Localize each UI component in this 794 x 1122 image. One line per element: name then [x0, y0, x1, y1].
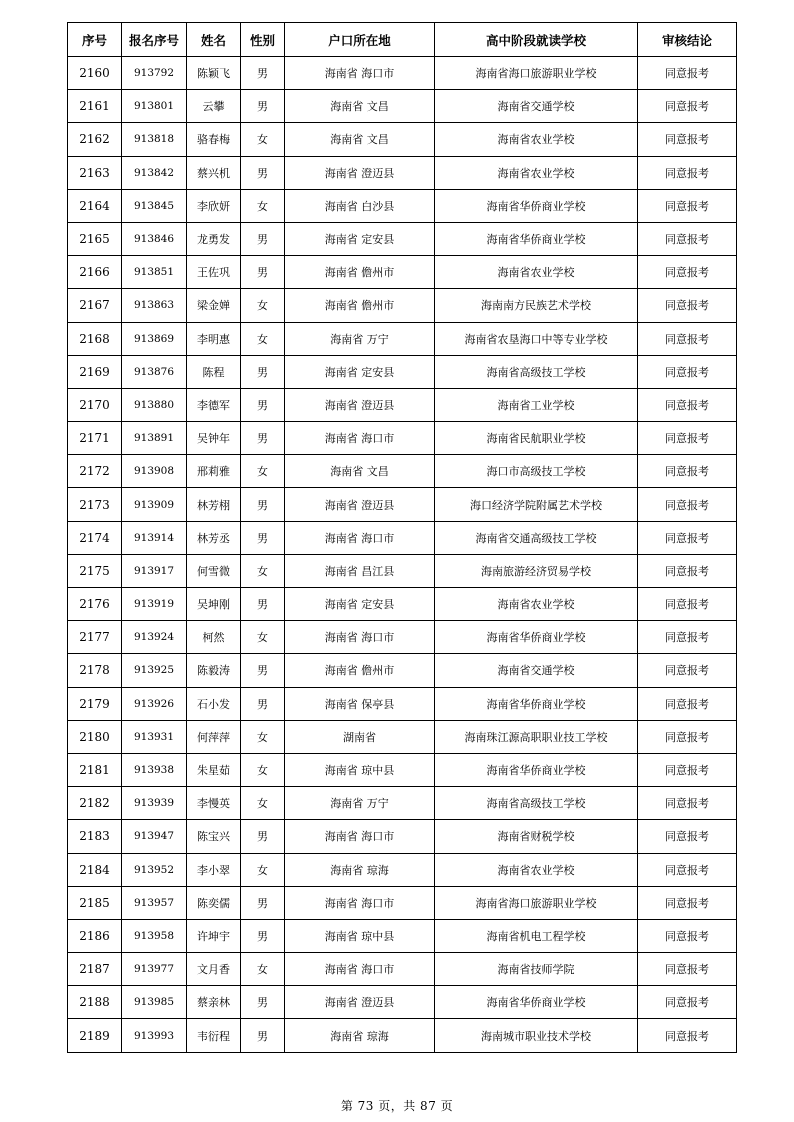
name-cell: 何雪微 — [187, 554, 241, 587]
gender-cell: 男 — [241, 422, 285, 455]
seq-cell: 2184 — [68, 853, 122, 886]
name-cell: 梁金婵 — [187, 289, 241, 322]
seq-cell: 2160 — [68, 57, 122, 90]
school-cell: 海南省农业学校 — [435, 853, 638, 886]
name-cell: 陈宝兴 — [187, 820, 241, 853]
hukou-cell: 海南省 海口市 — [285, 820, 435, 853]
school-cell: 海南省机电工程学校 — [435, 919, 638, 952]
gender-cell: 女 — [241, 753, 285, 786]
gender-cell: 女 — [241, 621, 285, 654]
result-cell: 同意报考 — [638, 621, 737, 654]
school-cell: 海南省民航职业学校 — [435, 422, 638, 455]
reg-no-cell: 913863 — [122, 289, 187, 322]
result-cell: 同意报考 — [638, 886, 737, 919]
hukou-cell: 海南省 文昌 — [285, 455, 435, 488]
seq-cell: 2175 — [68, 554, 122, 587]
hukou-cell: 海南省 海口市 — [285, 621, 435, 654]
name-cell: 柯然 — [187, 621, 241, 654]
hukou-cell: 海南省 海口市 — [285, 886, 435, 919]
name-cell: 陈颖飞 — [187, 57, 241, 90]
hukou-cell: 海南省 儋州市 — [285, 289, 435, 322]
result-cell: 同意报考 — [638, 853, 737, 886]
name-cell: 陈奕儒 — [187, 886, 241, 919]
school-cell: 海南省华侨商业学校 — [435, 986, 638, 1019]
hukou-cell: 海南省 儋州市 — [285, 256, 435, 289]
result-cell: 同意报考 — [638, 588, 737, 621]
hukou-cell: 海南省 澄迈县 — [285, 388, 435, 421]
school-cell: 海南省华侨商业学校 — [435, 189, 638, 222]
gender-cell: 女 — [241, 853, 285, 886]
reg-no-cell: 913909 — [122, 488, 187, 521]
name-cell: 林芳丞 — [187, 521, 241, 554]
result-cell: 同意报考 — [638, 289, 737, 322]
seq-cell: 2180 — [68, 720, 122, 753]
result-cell: 同意报考 — [638, 189, 737, 222]
seq-cell: 2185 — [68, 886, 122, 919]
seq-cell: 2189 — [68, 1019, 122, 1052]
hukou-cell: 海南省 澄迈县 — [285, 986, 435, 1019]
seq-cell: 2174 — [68, 521, 122, 554]
hukou-cell: 海南省 琼海 — [285, 1019, 435, 1052]
gender-cell: 男 — [241, 986, 285, 1019]
name-cell: 吴钟年 — [187, 422, 241, 455]
gender-cell: 男 — [241, 820, 285, 853]
reg-no-cell: 913939 — [122, 787, 187, 820]
school-cell: 海口市高级技工学校 — [435, 455, 638, 488]
name-cell: 李明惠 — [187, 322, 241, 355]
seq-cell: 2182 — [68, 787, 122, 820]
table-row — [68, 787, 737, 820]
table-row — [68, 953, 737, 986]
name-cell: 韦衍程 — [187, 1019, 241, 1052]
header-row — [68, 23, 737, 57]
result-cell: 同意报考 — [638, 986, 737, 1019]
reg-no-cell: 913938 — [122, 753, 187, 786]
gender-cell: 女 — [241, 289, 285, 322]
reg-no-cell: 913952 — [122, 853, 187, 886]
reg-no-cell: 913917 — [122, 554, 187, 587]
seq-cell: 2161 — [68, 90, 122, 123]
school-cell: 海口经济学院附属艺术学校 — [435, 488, 638, 521]
result-cell: 同意报考 — [638, 90, 737, 123]
result-cell: 同意报考 — [638, 521, 737, 554]
hukou-cell: 海南省 文昌 — [285, 90, 435, 123]
school-cell: 海南省交通高级技工学校 — [435, 521, 638, 554]
school-cell: 海南省农垦海口中等专业学校 — [435, 322, 638, 355]
school-cell: 海南城市职业技术学校 — [435, 1019, 638, 1052]
table-row — [68, 753, 737, 786]
school-cell: 海南南方民族艺术学校 — [435, 289, 638, 322]
seq-cell: 2173 — [68, 488, 122, 521]
reg-no-cell: 913958 — [122, 919, 187, 952]
result-cell: 同意报考 — [638, 422, 737, 455]
table-row — [68, 820, 737, 853]
name-cell: 李小翠 — [187, 853, 241, 886]
gender-cell: 女 — [241, 953, 285, 986]
school-cell: 海南省工业学校 — [435, 388, 638, 421]
seq-cell: 2183 — [68, 820, 122, 853]
reg-no-cell: 913947 — [122, 820, 187, 853]
school-cell: 海南省华侨商业学校 — [435, 621, 638, 654]
school-cell: 海南省农业学校 — [435, 256, 638, 289]
result-cell: 同意报考 — [638, 787, 737, 820]
gender-cell: 男 — [241, 388, 285, 421]
school-cell: 海南省高级技工学校 — [435, 355, 638, 388]
gender-cell: 女 — [241, 189, 285, 222]
reg-no-cell: 913925 — [122, 654, 187, 687]
header-gender: 性别 — [241, 23, 285, 57]
reg-no-cell: 913851 — [122, 256, 187, 289]
seq-cell: 2172 — [68, 455, 122, 488]
hukou-cell: 海南省 万宁 — [285, 322, 435, 355]
seq-cell: 2165 — [68, 222, 122, 255]
school-cell: 海南省农业学校 — [435, 123, 638, 156]
name-cell: 骆春梅 — [187, 123, 241, 156]
gender-cell: 男 — [241, 521, 285, 554]
hukou-cell: 海南省 文昌 — [285, 123, 435, 156]
seq-cell: 2176 — [68, 588, 122, 621]
name-cell: 朱星茹 — [187, 753, 241, 786]
gender-cell: 女 — [241, 554, 285, 587]
table-row — [68, 57, 737, 90]
reg-no-cell: 913845 — [122, 189, 187, 222]
school-cell: 海南省海口旅游职业学校 — [435, 57, 638, 90]
table-row — [68, 455, 737, 488]
result-cell: 同意报考 — [638, 123, 737, 156]
school-cell: 海南省财税学校 — [435, 820, 638, 853]
reg-no-cell: 913985 — [122, 986, 187, 1019]
table-row — [68, 189, 737, 222]
hukou-cell: 海南省 澄迈县 — [285, 156, 435, 189]
table-row — [68, 687, 737, 720]
result-cell: 同意报考 — [638, 1019, 737, 1052]
seq-cell: 2169 — [68, 355, 122, 388]
table-row — [68, 388, 737, 421]
hukou-cell: 海南省 定安县 — [285, 355, 435, 388]
reg-no-cell: 913931 — [122, 720, 187, 753]
reg-no-cell: 913842 — [122, 156, 187, 189]
seq-cell: 2177 — [68, 621, 122, 654]
gender-cell: 女 — [241, 787, 285, 820]
result-cell: 同意报考 — [638, 919, 737, 952]
header-school: 高中阶段就读学校 — [435, 23, 638, 57]
seq-cell: 2168 — [68, 322, 122, 355]
seq-cell: 2181 — [68, 753, 122, 786]
seq-cell: 2167 — [68, 289, 122, 322]
name-cell: 林芳栩 — [187, 488, 241, 521]
table-row — [68, 488, 737, 521]
gender-cell: 女 — [241, 455, 285, 488]
table-row — [68, 853, 737, 886]
result-cell: 同意报考 — [638, 388, 737, 421]
table-row — [68, 654, 737, 687]
reg-no-cell: 913801 — [122, 90, 187, 123]
table-row — [68, 355, 737, 388]
table-row — [68, 123, 737, 156]
table-row — [68, 554, 737, 587]
reg-no-cell: 913926 — [122, 687, 187, 720]
gender-cell: 女 — [241, 322, 285, 355]
table-row — [68, 1019, 737, 1052]
header-name: 姓名 — [187, 23, 241, 57]
gender-cell: 女 — [241, 720, 285, 753]
name-cell: 陈程 — [187, 355, 241, 388]
reg-no-cell: 913914 — [122, 521, 187, 554]
hukou-cell: 湖南省 — [285, 720, 435, 753]
name-cell: 吴坤刚 — [187, 588, 241, 621]
gender-cell: 男 — [241, 1019, 285, 1052]
table-row — [68, 322, 737, 355]
table-row — [68, 986, 737, 1019]
gender-cell: 男 — [241, 886, 285, 919]
table-row — [68, 222, 737, 255]
hukou-cell: 海南省 海口市 — [285, 422, 435, 455]
table-row — [68, 919, 737, 952]
name-cell: 李慢英 — [187, 787, 241, 820]
name-cell: 王佐巩 — [187, 256, 241, 289]
name-cell: 蔡兴机 — [187, 156, 241, 189]
name-cell: 李德军 — [187, 388, 241, 421]
reg-no-cell: 913908 — [122, 455, 187, 488]
reg-no-cell: 913924 — [122, 621, 187, 654]
gender-cell: 男 — [241, 488, 285, 521]
result-cell: 同意报考 — [638, 820, 737, 853]
table-row — [68, 156, 737, 189]
reg-no-cell: 913792 — [122, 57, 187, 90]
seq-cell: 2179 — [68, 687, 122, 720]
result-cell: 同意报考 — [638, 953, 737, 986]
hukou-cell: 海南省 昌江县 — [285, 554, 435, 587]
name-cell: 何萍萍 — [187, 720, 241, 753]
table-row — [68, 90, 737, 123]
name-cell: 蔡亲林 — [187, 986, 241, 1019]
table-row — [68, 422, 737, 455]
seq-cell: 2163 — [68, 156, 122, 189]
result-cell: 同意报考 — [638, 322, 737, 355]
name-cell: 邢莉雅 — [187, 455, 241, 488]
gender-cell: 男 — [241, 588, 285, 621]
hukou-cell: 海南省 琼海 — [285, 853, 435, 886]
reg-no-cell: 913876 — [122, 355, 187, 388]
gender-cell: 男 — [241, 654, 285, 687]
result-cell: 同意报考 — [638, 654, 737, 687]
result-cell: 同意报考 — [638, 753, 737, 786]
hukou-cell: 海南省 澄迈县 — [285, 488, 435, 521]
name-cell: 龙勇发 — [187, 222, 241, 255]
table-row — [68, 521, 737, 554]
hukou-cell: 海南省 保亭县 — [285, 687, 435, 720]
result-cell: 同意报考 — [638, 256, 737, 289]
reg-no-cell: 913891 — [122, 422, 187, 455]
school-cell: 海南省交通学校 — [435, 654, 638, 687]
header-hukou: 户口所在地 — [285, 23, 435, 57]
gender-cell: 男 — [241, 57, 285, 90]
school-cell: 海南珠江源高职职业技工学校 — [435, 720, 638, 753]
seq-cell: 2186 — [68, 919, 122, 952]
hukou-cell: 海南省 万宁 — [285, 787, 435, 820]
hukou-cell: 海南省 海口市 — [285, 521, 435, 554]
hukou-cell: 海南省 定安县 — [285, 222, 435, 255]
header-reg-no: 报名序号 — [122, 23, 187, 57]
seq-cell: 2166 — [68, 256, 122, 289]
hukou-cell: 海南省 海口市 — [285, 57, 435, 90]
result-cell: 同意报考 — [638, 488, 737, 521]
name-cell: 石小发 — [187, 687, 241, 720]
school-cell: 海南省华侨商业学校 — [435, 753, 638, 786]
seq-cell: 2164 — [68, 189, 122, 222]
result-cell: 同意报考 — [638, 57, 737, 90]
result-cell: 同意报考 — [638, 455, 737, 488]
school-cell: 海南省华侨商业学校 — [435, 222, 638, 255]
gender-cell: 男 — [241, 156, 285, 189]
page-number: 第 73 页，共 87 页 — [340, 1099, 454, 1113]
table-row — [68, 621, 737, 654]
table-row — [68, 256, 737, 289]
table-body — [68, 57, 737, 1053]
table-row — [68, 588, 737, 621]
seq-cell: 2188 — [68, 986, 122, 1019]
result-cell: 同意报考 — [638, 156, 737, 189]
seq-cell: 2171 — [68, 422, 122, 455]
seq-cell: 2178 — [68, 654, 122, 687]
result-cell: 同意报考 — [638, 355, 737, 388]
school-cell: 海南省农业学校 — [435, 156, 638, 189]
table-row — [68, 886, 737, 919]
seq-cell: 2187 — [68, 953, 122, 986]
gender-cell: 男 — [241, 256, 285, 289]
reg-no-cell: 913818 — [122, 123, 187, 156]
header-seq: 序号 — [68, 23, 122, 57]
school-cell: 海南省交通学校 — [435, 90, 638, 123]
name-cell: 云攀 — [187, 90, 241, 123]
reg-no-cell: 913880 — [122, 388, 187, 421]
gender-cell: 男 — [241, 687, 285, 720]
seq-cell: 2162 — [68, 123, 122, 156]
gender-cell: 男 — [241, 919, 285, 952]
table-row — [68, 720, 737, 753]
hukou-cell: 海南省 海口市 — [285, 953, 435, 986]
hukou-cell: 海南省 儋州市 — [285, 654, 435, 687]
reg-no-cell: 913846 — [122, 222, 187, 255]
gender-cell: 男 — [241, 90, 285, 123]
result-cell: 同意报考 — [638, 720, 737, 753]
applicant-table — [67, 22, 737, 1053]
name-cell: 许坤宇 — [187, 919, 241, 952]
hukou-cell: 海南省 白沙县 — [285, 189, 435, 222]
reg-no-cell: 913993 — [122, 1019, 187, 1052]
school-cell: 海南省海口旅游职业学校 — [435, 886, 638, 919]
name-cell: 陈毅涛 — [187, 654, 241, 687]
reg-no-cell: 913919 — [122, 588, 187, 621]
hukou-cell: 海南省 琼中县 — [285, 919, 435, 952]
gender-cell: 女 — [241, 123, 285, 156]
school-cell: 海南旅游经济贸易学校 — [435, 554, 638, 587]
school-cell: 海南省华侨商业学校 — [435, 687, 638, 720]
school-cell: 海南省技师学院 — [435, 953, 638, 986]
table-row — [68, 289, 737, 322]
result-cell: 同意报考 — [638, 687, 737, 720]
gender-cell: 男 — [241, 222, 285, 255]
hukou-cell: 海南省 琼中县 — [285, 753, 435, 786]
seq-cell: 2170 — [68, 388, 122, 421]
school-cell: 海南省高级技工学校 — [435, 787, 638, 820]
reg-no-cell: 913977 — [122, 953, 187, 986]
result-cell: 同意报考 — [638, 222, 737, 255]
name-cell: 文月香 — [187, 953, 241, 986]
school-cell: 海南省农业学校 — [435, 588, 638, 621]
gender-cell: 男 — [241, 355, 285, 388]
reg-no-cell: 913869 — [122, 322, 187, 355]
hukou-cell: 海南省 定安县 — [285, 588, 435, 621]
result-cell: 同意报考 — [638, 554, 737, 587]
name-cell: 李欣妍 — [187, 189, 241, 222]
header-result: 审核结论 — [638, 23, 737, 57]
reg-no-cell: 913957 — [122, 886, 187, 919]
